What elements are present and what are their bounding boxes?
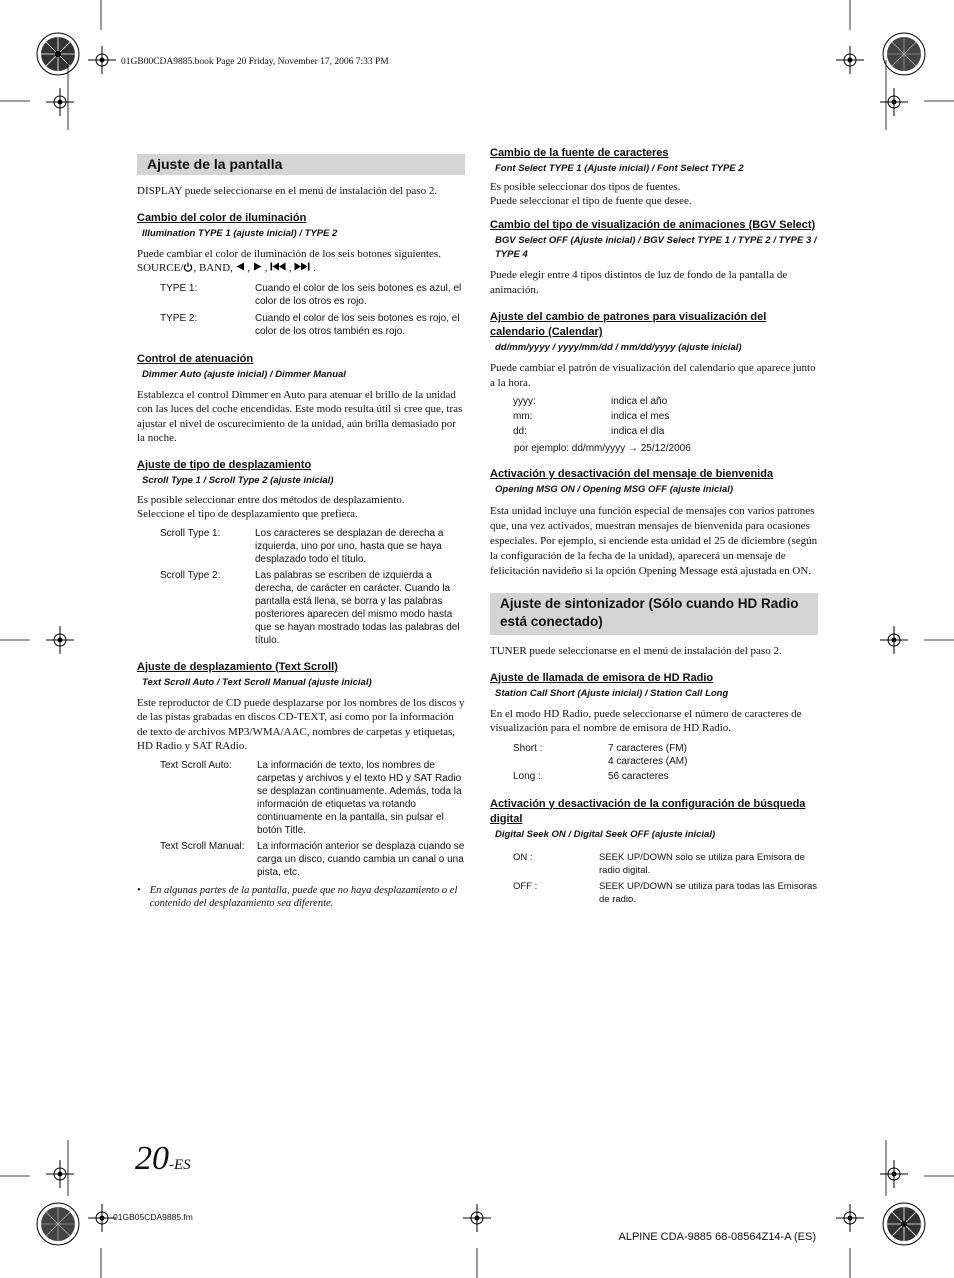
- def-desc: SEEK UP/DOWN se utiliza para todas las Emisoras de radio.: [599, 880, 818, 905]
- heading-color: Cambio del color de iluminación: [137, 211, 307, 224]
- def-term: Scroll Type 1:: [160, 527, 221, 539]
- options-dimmer: Dimmer Auto (ajuste inicial) / Dimmer Manual: [142, 368, 346, 380]
- def-desc: indica el día: [611, 426, 665, 437]
- def-desc: Las palabras se escriben de izquierda a derecha, de carácter en carácter. Cuando la pantalla está llena, se borra y las palabras posteriores aparecen del mismo modo hasta que se hayan mostrado todas las palabras del título.: [255, 569, 460, 646]
- heading-dimmer: Control de atenuación: [137, 352, 254, 365]
- right-column: [490, 146, 818, 906]
- band-label: , BAND,: [193, 262, 236, 274]
- text-scroll-list: [160, 759, 465, 879]
- book-slug: 01GB00CDA9885.book Page 20 Friday, November 17, 2006 7:33 PM: [121, 57, 389, 67]
- opening-text: Esta unidad incluye una función especial de mensajes con varios patrones que, una vez activados, muestran mensajes de bienvenida para ocasiones especiales. Por ejemplo, si enciende esta unidad el 25 de diciembre (según la configuración de la fecha de la unidad), aparecerá un mensaje de felicitación navideño si la opción Opening Message está ajustada en ON.: [490, 505, 818, 577]
- options-calendar: dd/mm/yyyy / yyyy/mm/dd / mm/dd/yyyy (ajuste inicial): [495, 342, 742, 353]
- calendar-example: [514, 442, 818, 455]
- def-term: TYPE 2:: [160, 312, 198, 324]
- note-text: En algunas partes de la pantalla, puede que no haya desplazamiento o el contenido del desplazamiento sea diferente.: [149, 884, 458, 909]
- heading-opening: Activación y desactivación del mensaje de bienvenida: [490, 468, 774, 480]
- left-arrow-icon: [236, 262, 245, 271]
- scroll-type-list: [160, 527, 465, 647]
- def-desc: indica el año: [611, 396, 668, 407]
- def-term: OFF :: [513, 880, 538, 892]
- station-call-list: [513, 742, 818, 783]
- next-track-icon: [294, 262, 310, 271]
- page-number-suffix: -ES: [169, 1157, 191, 1173]
- color-text: Puede cambiar el color de iluminación de los seis botones siguientes.: [137, 247, 441, 260]
- font-text-1: Es posible seleccionar dos tipos de fuentes.: [490, 181, 681, 193]
- heading-text-scroll: Ajuste de desplazamiento (Text Scroll): [137, 660, 338, 673]
- source-label: SOURCE/: [137, 262, 184, 274]
- example-label: por ejemplo: dd/mm/yyyy: [514, 443, 626, 454]
- text-scroll-text: Este reproductor de CD puede desplazarse por los nombres de los discos y de las pistas grabadas en discos CD-TEXT, así como por la información de texto de archivos MP3/WMA/AAC, nombres de carpetas y etiquetas, HD Radio y SAT RAdio.: [137, 696, 465, 752]
- previous-track-icon: [270, 262, 286, 271]
- options-station-call: Station Call Short (Ajuste inicial) / Station Call Long: [495, 687, 729, 699]
- def-desc: SEEK UP/DOWN sólo se utiliza para Emisora de radio digital.: [599, 851, 805, 876]
- def-desc: indica el mes: [611, 411, 670, 422]
- section-title-display: Ajuste de la pantalla: [137, 154, 465, 175]
- color-buttons-line: SOURCE/ , BAND, , , , .: [137, 262, 316, 274]
- def-desc: Los caracteres se desplazan de derecha a izquierda, uno por uno, hasta que se haya desplazado todo el título.: [255, 527, 444, 565]
- digital-seek-list: [513, 851, 818, 906]
- scroll-type-text-1: Es posible seleccionar entre dos métodos de desplazamiento.: [137, 493, 405, 506]
- example-value: 25/12/2006: [640, 443, 691, 454]
- options-scroll-type: Scroll Type 1 / Scroll Type 2 (ajuste inicial): [142, 474, 334, 486]
- def-desc: [608, 742, 818, 768]
- page-number: [135, 1140, 191, 1178]
- dimmer-text: Establezca el control Dimmer en Auto para atenuar el brillo de la unidad con las luces del coche encendidas. Este modo resulta útil si cree que, tras ajustar el nivel de oscurecimiento de la unidad, aún brilla demasiado por la noche.: [137, 388, 463, 444]
- calendar-text: Puede cambiar el patrón de visualización del calendario que aparece junto a la hora.: [490, 362, 816, 389]
- heading-station-call: Ajuste de llamada de emisora de HD Radio: [490, 671, 714, 684]
- heading-scroll-type: Ajuste de tipo de desplazamiento: [137, 458, 312, 471]
- heading-digital-seek: Activación y desactivación de la configuración de búsqueda digital: [490, 797, 806, 825]
- power-icon: [183, 262, 193, 272]
- def-desc: Cuando el color de los seis botones es rojo, el color de los otros también es rojo.: [255, 312, 460, 337]
- def-term: Short :: [513, 742, 543, 754]
- def-term: dd:: [513, 426, 527, 437]
- station-call-text: En el modo HD Radio, puede seleccionarse el número de caracteres de visualización para el nombre de emisora de HD Radio.: [490, 707, 802, 734]
- note-bullet: •: [137, 884, 141, 896]
- options-text-scroll: Text Scroll Auto / Text Scroll Manual (ajuste inicial): [142, 676, 372, 688]
- display-intro: DISPLAY puede seleccionarse en el menú de instalación del paso 2.: [137, 185, 438, 197]
- def-term: Text Scroll Manual:: [160, 840, 245, 852]
- heading-font: Cambio de la fuente de caracteres: [490, 147, 669, 159]
- scroll-type-text-2: Seleccione el tipo de desplazamiento que prefiera.: [137, 508, 358, 520]
- font-text-2: Puede seleccionar el tipo de fuente que desee.: [490, 194, 692, 207]
- file-slug: 01GB05CDA9885.fm: [113, 1212, 193, 1222]
- model-code: ALPINE CDA-9885 68-08564Z14-A (ES): [618, 1231, 816, 1243]
- def-desc-line: 7 caracteres (FM): [608, 742, 687, 754]
- def-term: Text Scroll Auto:: [160, 759, 232, 771]
- def-desc: La información anterior se desplaza cuando se carga un disco, cuando cambia un canal o una pista, etc.: [257, 840, 465, 878]
- color-type-list: [160, 282, 465, 338]
- page-number-value: 20: [135, 1140, 169, 1177]
- def-desc: Cuando el color de los seis botones es azul, el color de los otros es rojo.: [255, 282, 462, 307]
- tuner-intro: TUNER puede seleccionarse en el menú de instalación del paso 2.: [490, 645, 782, 657]
- section-title-tuner: Ajuste de sintonizador (Sólo cuando HD Radio está conectado): [490, 593, 818, 635]
- def-term: ON :: [513, 851, 533, 863]
- options-font: Font Select TYPE 1 (Ajuste inicial) / Font Select TYPE 2: [495, 163, 744, 174]
- options-digital-seek: Digital Seek ON / Digital Seek OFF (ajuste inicial): [495, 828, 716, 840]
- def-term: TYPE 1:: [160, 282, 198, 294]
- left-column: [137, 154, 465, 910]
- def-term: Long :: [513, 770, 541, 782]
- options-bgv: BGV Select OFF (Ajuste inicial) / BGV Select TYPE 1 / TYPE 2 / TYPE 3 / TYPE 4: [495, 235, 817, 260]
- options-opening: Opening MSG ON / Opening MSG OFF (ajuste inicial): [495, 484, 734, 495]
- def-desc: La información de texto, los nombres de carpetas y archivos y el texto HD y SAT Radio se desplazan continuamente. Además, toda la información de etiquetas va rotando continuamente en la pantalla, sin pulsar el botón Title.: [257, 759, 462, 836]
- example-arrow-icon: →: [627, 443, 638, 454]
- def-term: yyyy:: [513, 396, 536, 407]
- heading-bgv: Cambio del tipo de visualización de animaciones (BGV Select): [490, 219, 816, 231]
- options-color: Illumination TYPE 1 (ajuste inicial) / TYPE 2: [142, 227, 338, 239]
- def-desc-line: 4 caracteres (AM): [608, 755, 688, 767]
- calendar-list: [513, 395, 818, 438]
- heading-calendar: Ajuste del cambio de patrones para visualización del calendario (Calendar): [490, 311, 767, 338]
- play-icon: [253, 262, 262, 271]
- def-desc: 56 caracteres: [608, 770, 669, 782]
- def-term: Scroll Type 2:: [160, 569, 221, 581]
- text-scroll-note: [137, 884, 465, 910]
- def-term: mm:: [513, 411, 533, 422]
- bgv-text: Puede elegir entre 4 tipos distintos de luz de fondo de la pantalla de animación.: [490, 269, 788, 296]
